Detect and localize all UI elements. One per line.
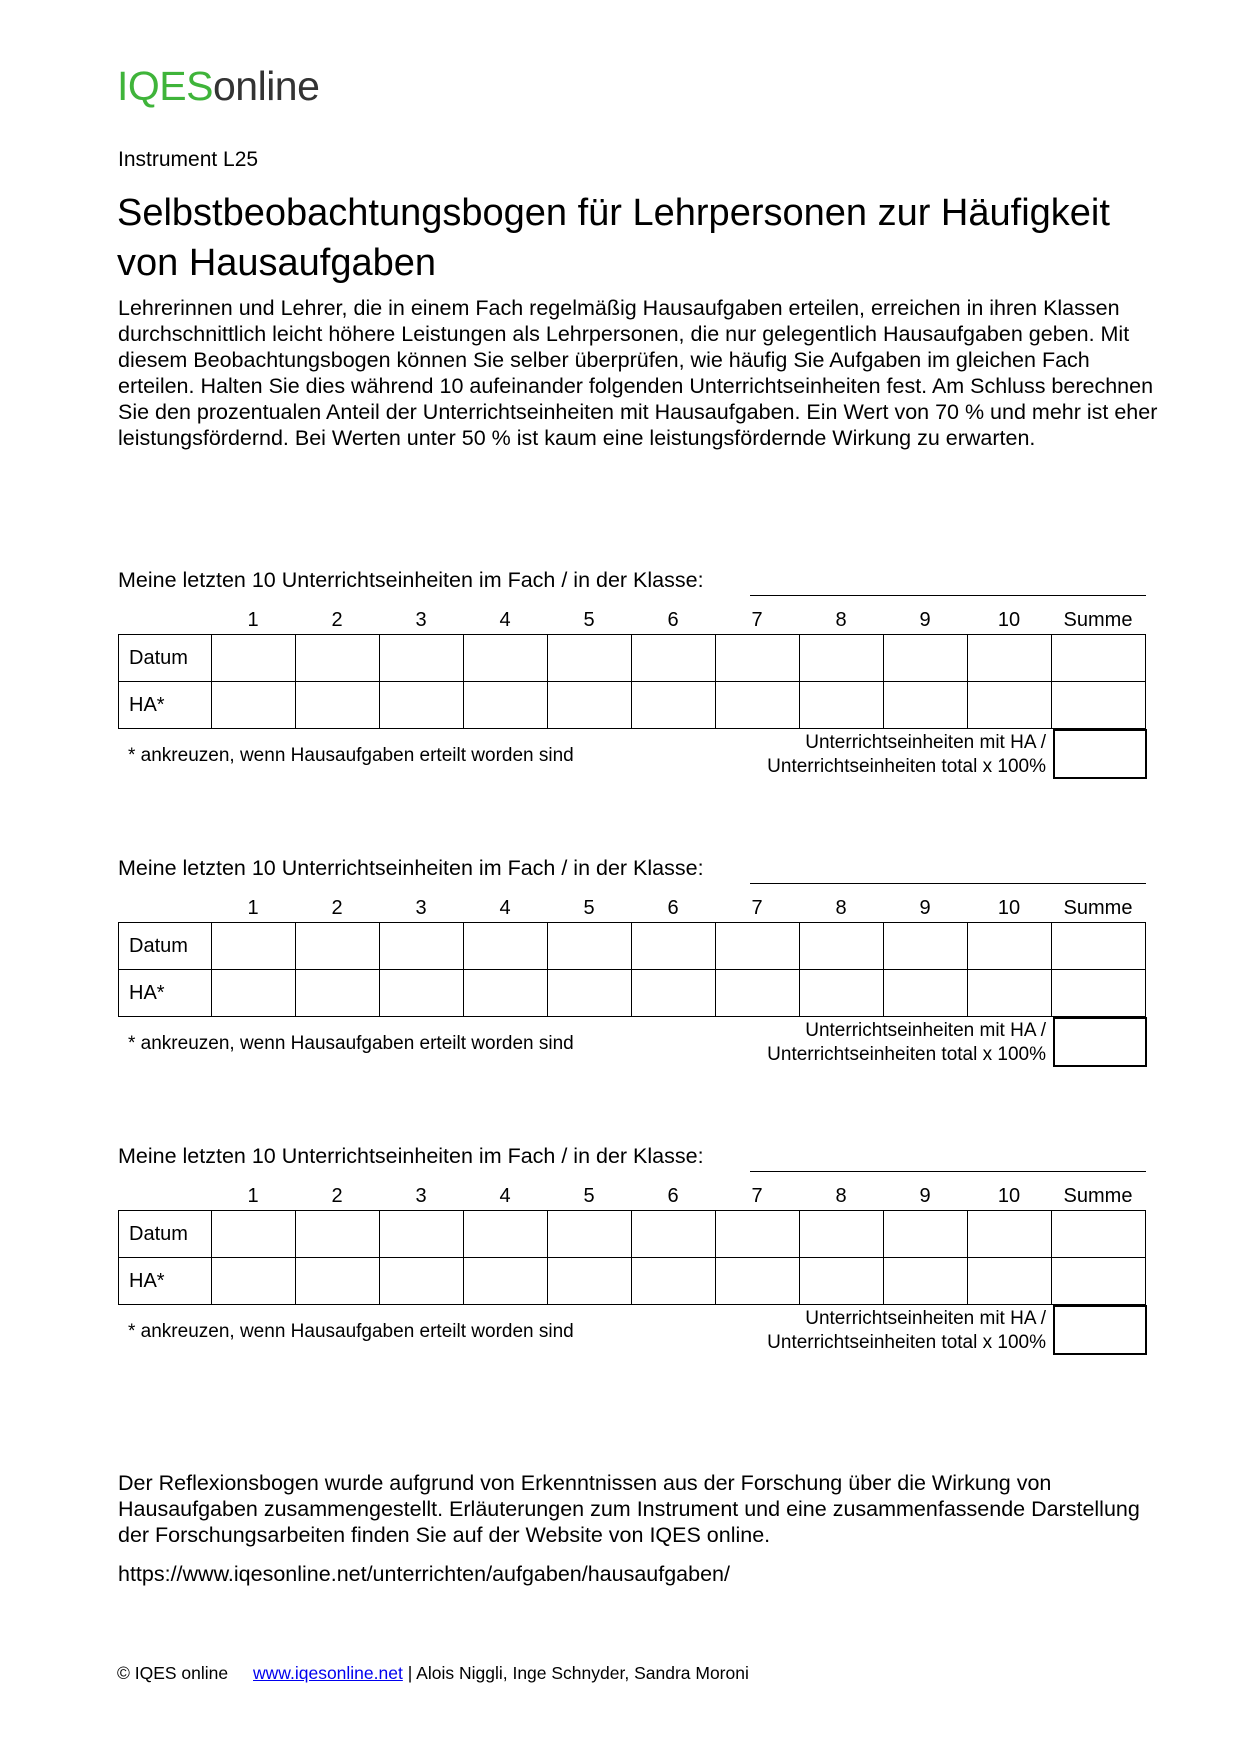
entry-cell[interactable]: [884, 970, 968, 1017]
column-number: 2: [331, 609, 343, 631]
entry-cell[interactable]: [464, 970, 548, 1017]
ha-row: [119, 1258, 1146, 1305]
column-number: 2: [331, 1185, 343, 1207]
observation-table: [118, 922, 1146, 1017]
entry-cell[interactable]: [884, 682, 968, 729]
entry-cell[interactable]: [884, 923, 968, 970]
column-number: 4: [499, 609, 511, 631]
percentage-formula: [767, 1019, 1046, 1067]
entry-cell[interactable]: [800, 923, 884, 970]
entry-cell[interactable]: [716, 1211, 800, 1258]
formula-line: Unterrichtseinheiten total x 100%: [767, 756, 1046, 777]
column-number: 3: [415, 897, 427, 919]
observation-table: [118, 634, 1146, 729]
column-summe: Summe: [1063, 609, 1133, 631]
entry-cell[interactable]: [548, 682, 632, 729]
entry-cell[interactable]: [212, 635, 296, 682]
entry-cell[interactable]: [212, 1211, 296, 1258]
instrument-label: Instrument L25: [118, 148, 259, 171]
entry-cell[interactable]: [548, 970, 632, 1017]
subject-class-fill-line[interactable]: [750, 1171, 1146, 1172]
row-label: Datum: [119, 923, 212, 970]
datum-row: [119, 1211, 1146, 1258]
summe-cell[interactable]: [1052, 1211, 1146, 1258]
entry-cell[interactable]: [800, 970, 884, 1017]
row-label: Datum: [119, 1211, 212, 1258]
column-number: 6: [667, 897, 679, 919]
entry-cell[interactable]: [548, 1258, 632, 1305]
percentage-result-box[interactable]: [1053, 729, 1147, 779]
datum-row: [119, 923, 1146, 970]
row-label: Datum: [119, 635, 212, 682]
column-number: 10: [997, 897, 1021, 919]
column-number: 7: [751, 1185, 763, 1207]
entry-cell[interactable]: [212, 682, 296, 729]
column-number: 3: [415, 1185, 427, 1207]
entry-cell[interactable]: [212, 1258, 296, 1305]
column-number: 3: [415, 609, 427, 631]
summe-cell[interactable]: [1052, 635, 1146, 682]
formula-line: Unterrichtseinheiten mit HA /: [805, 1020, 1046, 1041]
entry-cell[interactable]: [800, 682, 884, 729]
row-label: HA*: [119, 682, 212, 729]
entry-cell[interactable]: [464, 1258, 548, 1305]
entry-cell[interactable]: [968, 970, 1052, 1017]
footnote: * ankreuzen, wenn Hausaufgaben erteilt worden sind: [128, 1033, 574, 1054]
entry-cell[interactable]: [296, 970, 380, 1017]
footer-authors: Alois Niggli, Inge Schnyder, Sandra Moroni: [416, 1663, 749, 1683]
entry-cell[interactable]: [464, 1211, 548, 1258]
footnote: * ankreuzen, wenn Hausaufgaben erteilt worden sind: [128, 1321, 574, 1342]
column-number: 5: [583, 897, 595, 919]
observation-block: [118, 568, 1148, 777]
entry-cell[interactable]: [884, 635, 968, 682]
entry-cell[interactable]: [464, 923, 548, 970]
footer-separator: |: [407, 1663, 413, 1683]
column-number: 5: [583, 1185, 595, 1207]
column-number: 5: [583, 609, 595, 631]
entry-cell[interactable]: [380, 1211, 464, 1258]
percentage-formula: [767, 731, 1046, 779]
row-label: HA*: [119, 970, 212, 1017]
entry-cell[interactable]: [968, 1211, 1052, 1258]
entry-cell[interactable]: [632, 635, 716, 682]
entry-cell[interactable]: [632, 682, 716, 729]
entry-cell[interactable]: [716, 1258, 800, 1305]
block-label: Meine letzten 10 Unterrichtseinheiten im Fach / in der Klasse:: [118, 568, 704, 592]
percentage-result-box[interactable]: [1053, 1305, 1147, 1355]
subject-class-fill-line[interactable]: [750, 883, 1146, 884]
formula-line: Unterrichtseinheiten total x 100%: [767, 1044, 1046, 1065]
entry-cell[interactable]: [464, 635, 548, 682]
column-number: 8: [835, 609, 847, 631]
observation-table: [118, 1210, 1146, 1305]
column-summe: Summe: [1063, 1185, 1133, 1207]
footer-website-link[interactable]: www.iqesonline.net: [253, 1663, 403, 1683]
summe-cell[interactable]: [1052, 1258, 1146, 1305]
entry-cell[interactable]: [548, 923, 632, 970]
entry-cell[interactable]: [800, 1211, 884, 1258]
entry-cell[interactable]: [800, 1258, 884, 1305]
entry-cell[interactable]: [380, 923, 464, 970]
entry-cell[interactable]: [464, 682, 548, 729]
column-number: 2: [331, 897, 343, 919]
entry-cell[interactable]: [716, 970, 800, 1017]
column-number: 6: [667, 1185, 679, 1207]
entry-cell[interactable]: [296, 635, 380, 682]
entry-cell[interactable]: [212, 970, 296, 1017]
column-number: 4: [499, 897, 511, 919]
entry-cell[interactable]: [296, 1211, 380, 1258]
column-number: 7: [751, 609, 763, 631]
observation-block: [118, 856, 1148, 1065]
summe-cell[interactable]: [1052, 923, 1146, 970]
entry-cell[interactable]: [296, 682, 380, 729]
entry-cell[interactable]: [884, 1258, 968, 1305]
ha-row: [119, 682, 1146, 729]
outro-paragraph: Der Reflexionsbogen wurde aufgrund von Erkenntnissen aus der Forschung über die Wirkung von Hausaufgaben zusammengestellt. Erläuterungen zum Instrument und eine zusammenfassende Darstellung der Forschungsarbeiten finden Sie auf der Website von IQES online.: [118, 1471, 1140, 1547]
entry-cell[interactable]: [380, 1258, 464, 1305]
datum-row: [119, 635, 1146, 682]
ha-row: [119, 970, 1146, 1017]
subject-class-fill-line[interactable]: [750, 595, 1146, 596]
percentage-formula: [767, 1307, 1046, 1355]
column-number: 4: [499, 1185, 511, 1207]
column-number: 7: [751, 897, 763, 919]
footer-copyright: © IQES online: [117, 1663, 229, 1683]
entry-cell[interactable]: [968, 682, 1052, 729]
column-number: 9: [919, 897, 931, 919]
intro-paragraph: Lehrerinnen und Lehrer, die in einem Fach regelmäßig Hausaufgaben erteilen, erreichen in ihren Klassen durchschnittlich leicht höhere Leistungen als Lehrpersonen, die nur gelegentlich Hausaufgaben geben. Mit diesem Beobachtungsbogen können Sie selber überprüfen, wie häufig Sie Aufgaben im gleichen Fach erteilen. Halten Sie dies während 10 aufeinander folgenden Unterrichtseinheiten fest. Am Schluss berechnen Sie den prozentualen Anteil der Unterrichtseinheiten mit Hausaufgaben. Ein Wert von 70 % und mehr ist eher leistungsfördernd. Bei Werten unter 50 % ist kaum eine leistungsfördernde Wirkung zu erwarten.: [118, 296, 1158, 450]
column-number: 6: [667, 609, 679, 631]
entry-cell[interactable]: [968, 1258, 1052, 1305]
entry-cell[interactable]: [800, 635, 884, 682]
entry-cell[interactable]: [632, 923, 716, 970]
page-footer: [117, 1663, 749, 1684]
entry-cell[interactable]: [212, 923, 296, 970]
column-number: 1: [247, 897, 259, 919]
formula-line: Unterrichtseinheiten total x 100%: [767, 1332, 1046, 1353]
summe-cell[interactable]: [1052, 970, 1146, 1017]
entry-cell[interactable]: [632, 1211, 716, 1258]
entry-cell[interactable]: [716, 635, 800, 682]
block-label: Meine letzten 10 Unterrichtseinheiten im Fach / in der Klasse:: [118, 1144, 704, 1168]
column-number: 1: [247, 1185, 259, 1207]
entry-cell[interactable]: [296, 1258, 380, 1305]
formula-line: Unterrichtseinheiten mit HA /: [805, 732, 1046, 753]
entry-cell[interactable]: [968, 923, 1052, 970]
observation-block: [118, 1144, 1148, 1353]
row-label: HA*: [119, 1258, 212, 1305]
entry-cell[interactable]: [548, 635, 632, 682]
summe-cell[interactable]: [1052, 682, 1146, 729]
entry-cell[interactable]: [380, 682, 464, 729]
column-number: 8: [835, 897, 847, 919]
column-number: 10: [997, 1185, 1021, 1207]
entry-cell[interactable]: [968, 635, 1052, 682]
entry-cell[interactable]: [632, 970, 716, 1017]
entry-cell[interactable]: [716, 682, 800, 729]
column-number: 9: [919, 1185, 931, 1207]
column-number: 9: [919, 609, 931, 631]
entry-cell[interactable]: [884, 1211, 968, 1258]
entry-cell[interactable]: [380, 635, 464, 682]
footnote: * ankreuzen, wenn Hausaufgaben erteilt worden sind: [128, 745, 574, 766]
entry-cell[interactable]: [632, 1258, 716, 1305]
entry-cell[interactable]: [548, 1211, 632, 1258]
page-title: Selbstbeobachtungsbogen für Lehrpersonen zur Häufigkeit von Hausaufgaben: [117, 192, 1110, 284]
reference-url[interactable]: https://www.iqesonline.net/unterrichten/aufgaben/hausaufgaben/: [118, 1562, 730, 1586]
iqes-logo: IQESonline: [117, 63, 320, 109]
column-number: 10: [997, 609, 1021, 631]
column-number: 8: [835, 1185, 847, 1207]
column-summe: Summe: [1063, 897, 1133, 919]
formula-line: Unterrichtseinheiten mit HA /: [805, 1308, 1046, 1329]
percentage-result-box[interactable]: [1053, 1017, 1147, 1067]
entry-cell[interactable]: [296, 923, 380, 970]
entry-cell[interactable]: [716, 923, 800, 970]
column-number: 1: [247, 609, 259, 631]
block-label: Meine letzten 10 Unterrichtseinheiten im Fach / in der Klasse:: [118, 856, 704, 880]
entry-cell[interactable]: [380, 970, 464, 1017]
